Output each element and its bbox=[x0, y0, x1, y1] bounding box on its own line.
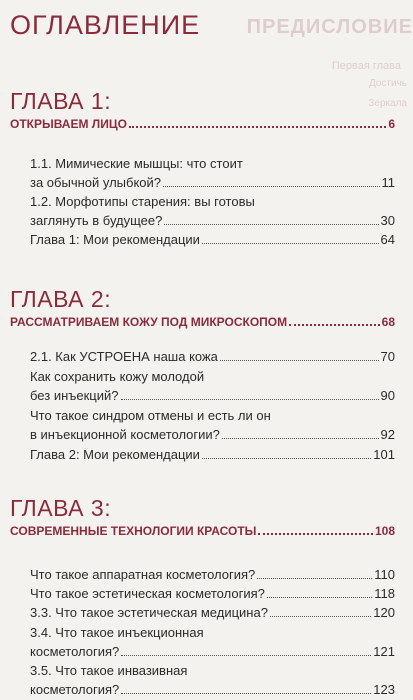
chapter-3-subtitle: СОВРЕМЕННЫЕ ТЕХНОЛОГИИ КРАСОТЫ bbox=[10, 524, 257, 538]
toc-entry-text: 1.2. Морфотипы старения: вы готовы bbox=[30, 194, 255, 209]
dot-leader bbox=[129, 126, 386, 128]
dot-leader bbox=[222, 438, 379, 439]
toc-entry-page: 70 bbox=[380, 349, 395, 364]
toc-entry-2-3[interactable] bbox=[30, 406, 395, 444]
toc-entry-2-recs[interactable] bbox=[30, 445, 395, 464]
chapter-3-subtitle-row[interactable] bbox=[10, 524, 395, 538]
dot-leader bbox=[202, 458, 371, 459]
chapter-2-heading: ГЛАВА 2: bbox=[10, 286, 112, 312]
bleed-line-4: Зеркала bbox=[368, 98, 407, 109]
toc-entry-2-1[interactable] bbox=[30, 347, 395, 366]
toc-entry-text: Глава 1: Мои рекомендации bbox=[30, 232, 200, 247]
toc-entry-page: 118 bbox=[374, 586, 395, 601]
toc-entry-page: 110 bbox=[374, 567, 395, 582]
chapter-3-page: 108 bbox=[374, 524, 395, 538]
toc-entry-3-3[interactable] bbox=[30, 603, 395, 622]
toc-entry-3-2[interactable] bbox=[30, 584, 395, 603]
toc-entry-text: Глава 2: Мои рекомендации bbox=[30, 447, 200, 462]
toc-entry-page: 30 bbox=[380, 213, 395, 228]
bleed-through-text bbox=[246, 14, 413, 124]
bleed-line-1: ПРЕДИСЛОВИЕ bbox=[246, 16, 413, 38]
chapter-3-heading: ГЛАВА 3: bbox=[10, 495, 112, 521]
dot-leader bbox=[163, 186, 379, 187]
dot-leader bbox=[289, 324, 380, 326]
bleed-line-2: Первая глава bbox=[331, 60, 401, 72]
dot-leader bbox=[220, 360, 379, 361]
toc-entry-text: 3.5. Что такое инвазивная bbox=[30, 663, 188, 678]
toc-entry-text: 3.3. Что такое эстетическая медицина? bbox=[30, 605, 268, 620]
dot-leader bbox=[121, 655, 371, 656]
toc-entry-1-1[interactable] bbox=[30, 154, 395, 192]
toc-entry-3-4[interactable] bbox=[30, 623, 395, 661]
dot-leader bbox=[270, 616, 371, 617]
dot-leader bbox=[164, 224, 378, 225]
toc-entry-text: Как сохранить кожу молодой bbox=[30, 369, 205, 384]
toc-entry-2-2[interactable] bbox=[30, 367, 395, 405]
toc-entry-1-2[interactable] bbox=[30, 192, 395, 230]
bleed-line-3: Достичь bbox=[368, 78, 407, 89]
toc-entry-text: Что такое аппаратная косметология? bbox=[30, 567, 256, 582]
chapter-2-subtitle: РАССМАТРИВАЕМ КОЖУ ПОД МИКРОСКОПОМ bbox=[10, 315, 288, 329]
toc-entry-3-1[interactable] bbox=[30, 565, 395, 584]
toc-entry-text: 1.1. Мимические мышцы: что стоит bbox=[30, 156, 243, 171]
toc-entry-text: 2.1. Как УСТРОЕНА наша кожа bbox=[30, 349, 218, 364]
toc-entry-text: Что такое эстетическая косметология? bbox=[30, 586, 265, 601]
dot-leader bbox=[258, 533, 373, 535]
toc-entry-page: 90 bbox=[380, 388, 395, 403]
toc-entry-page: 92 bbox=[380, 427, 395, 442]
toc-entry-page: 121 bbox=[373, 644, 395, 659]
dot-leader bbox=[257, 578, 372, 579]
toc-entry-text: косметология? bbox=[30, 682, 120, 697]
toc-entry-1-recs[interactable] bbox=[30, 230, 395, 249]
dot-leader bbox=[121, 399, 379, 400]
chapter-2-page: 68 bbox=[381, 315, 395, 329]
toc-entry-page: 64 bbox=[380, 232, 395, 247]
chapter-1-subtitle: ОТКРЫВАЕМ ЛИЦО bbox=[10, 117, 127, 131]
toc-entry-text: косметология? bbox=[30, 644, 120, 659]
toc-entry-page: 123 bbox=[373, 682, 395, 697]
dot-leader bbox=[202, 243, 379, 244]
toc-entry-page: 101 bbox=[373, 447, 395, 462]
chapter-2-subtitle-row[interactable] bbox=[10, 315, 395, 329]
toc-entry-text: 3.4. Что такое инъекционная bbox=[30, 625, 204, 640]
page-title: ОГЛАВЛЕНИЕ bbox=[10, 10, 201, 40]
chapter-1-heading: ГЛАВА 1: bbox=[10, 88, 112, 114]
toc-entry-text: Что такое синдром отмены и есть ли он bbox=[30, 408, 271, 423]
dot-leader bbox=[121, 693, 371, 694]
toc-entry-text: в инъекционной косметологии? bbox=[30, 427, 220, 442]
toc-entry-text: без инъекций? bbox=[30, 388, 119, 403]
toc-entry-text: за обычной улыбкой? bbox=[30, 175, 162, 190]
dot-leader bbox=[267, 597, 372, 598]
toc-entry-page: 11 bbox=[381, 175, 395, 190]
chapter-1-subtitle-row[interactable] bbox=[10, 117, 395, 131]
toc-entry-page: 120 bbox=[373, 605, 395, 620]
chapter-1-page: 6 bbox=[388, 117, 395, 131]
toc-entry-text: заглянуть в будущее? bbox=[30, 213, 163, 228]
toc-entry-3-5[interactable] bbox=[30, 661, 395, 699]
